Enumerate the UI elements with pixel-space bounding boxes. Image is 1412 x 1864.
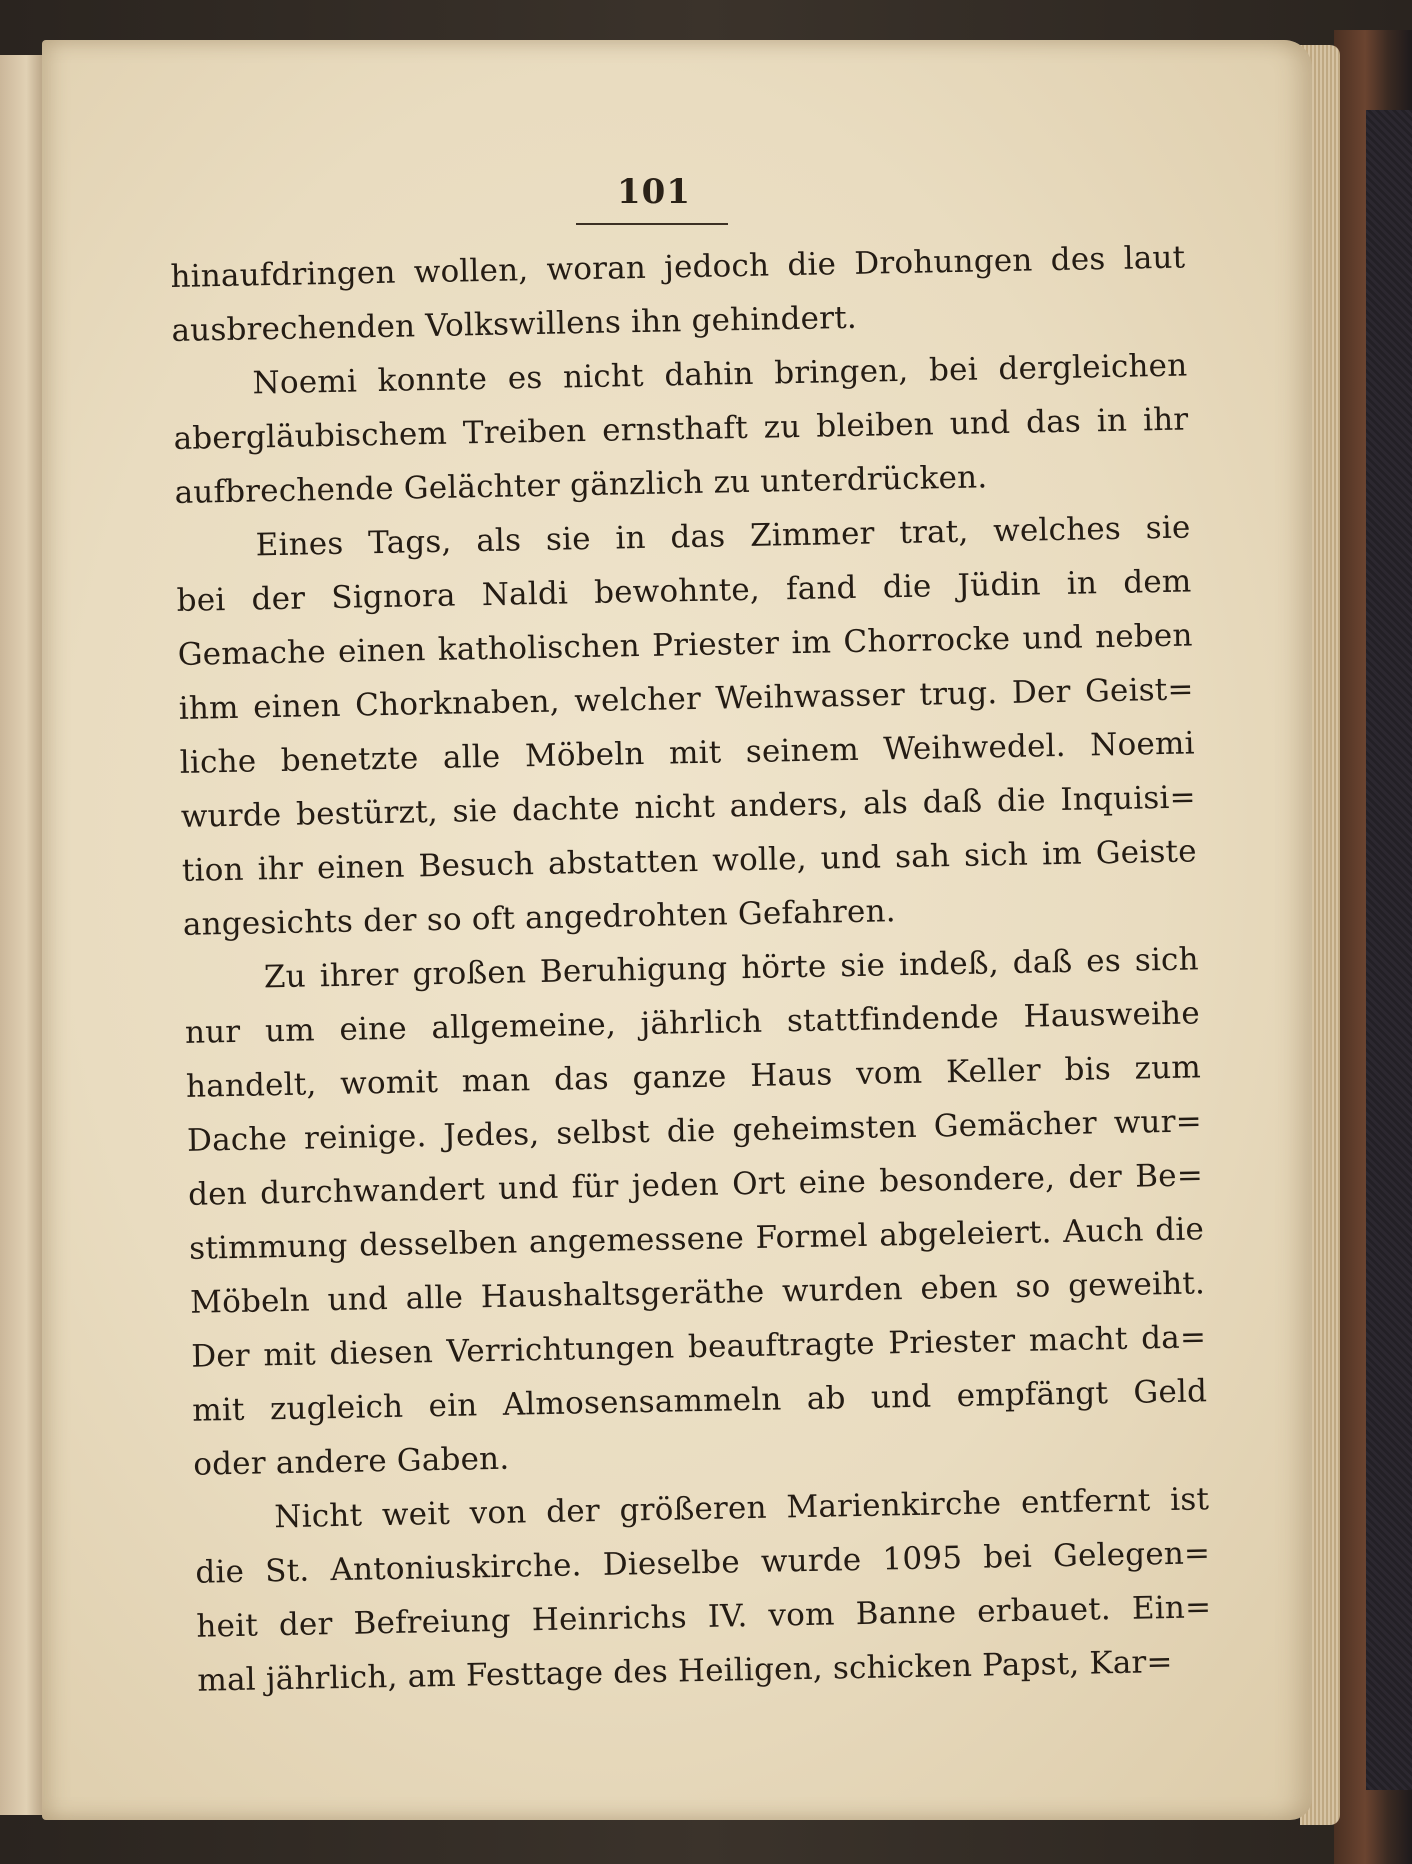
word: Formel: [755, 1217, 869, 1256]
word: dahin: [664, 355, 754, 394]
word: jedoch: [663, 247, 770, 286]
word: ernsthaft: [601, 409, 749, 449]
word: bei: [928, 351, 979, 389]
word: und: [820, 839, 882, 877]
word: Zu: [263, 958, 307, 996]
word: der: [1068, 1158, 1123, 1196]
word: reinige.: [303, 1118, 427, 1157]
word: der: [278, 1606, 333, 1644]
word: welches: [992, 510, 1122, 550]
word: Geld: [1133, 1373, 1208, 1411]
word: jährlich: [640, 1003, 763, 1043]
word: fand: [785, 569, 857, 608]
word: sie: [1145, 509, 1191, 547]
word: eine: [798, 1163, 867, 1202]
word: handelt,: [185, 1066, 317, 1105]
word: stattfindende: [786, 999, 1000, 1040]
word: bringen,: [773, 352, 909, 392]
word: bei: [176, 582, 226, 619]
word: empfängt: [956, 1375, 1109, 1415]
word: mit: [263, 1336, 317, 1374]
word: einen: [252, 687, 342, 726]
word: Der: [190, 1337, 251, 1375]
word: seinem: [745, 731, 860, 771]
word: alle: [405, 1279, 464, 1317]
word: anders,: [729, 786, 849, 825]
word: für: [571, 1168, 619, 1206]
word: Priester: [651, 625, 780, 664]
word: 1095: [882, 1540, 963, 1578]
word: Be=: [1134, 1157, 1204, 1195]
word: ab: [806, 1380, 846, 1417]
word: wurden: [781, 1271, 904, 1310]
word: abstatten: [547, 842, 699, 882]
word: bei: [982, 1538, 1033, 1576]
word: jeden: [631, 1166, 720, 1205]
word: dachte: [511, 790, 621, 829]
word: Banne: [855, 1594, 957, 1633]
text-line: oder andere Gaben.: [192, 1440, 510, 1483]
word: welcher: [573, 680, 702, 720]
word: und: [870, 1378, 932, 1416]
word: Auch: [1062, 1212, 1145, 1251]
word: bestürzt,: [295, 793, 439, 833]
word: bleiben: [815, 406, 935, 445]
word: Keller: [945, 1052, 1042, 1091]
word: allgemeine,: [431, 1006, 617, 1047]
word: entfernt: [1020, 1482, 1151, 1521]
word: sie: [452, 792, 498, 830]
word: Noemi: [252, 363, 358, 402]
word: die: [195, 1553, 245, 1591]
book-page: [42, 40, 1312, 1820]
text-line: aufbrechende Gelächter gänzlich zu unterdrücken.: [174, 459, 988, 511]
paragraph: [183, 932, 1208, 1491]
word: im: [1041, 835, 1083, 873]
word: Inquisi=: [1060, 779, 1197, 819]
word: Zimmer: [749, 515, 875, 554]
word: zum: [1134, 1049, 1202, 1087]
word: besondere,: [878, 1160, 1056, 1200]
word: IV.: [707, 1598, 748, 1635]
text-line: mal jährlich, am Festtage des Heiligen, schicken Papst, Kar=: [197, 1644, 1173, 1699]
word: Gemächer: [933, 1105, 1098, 1145]
word: Almosensammeln: [502, 1381, 782, 1423]
word: von: [469, 1494, 527, 1532]
word: sah: [894, 838, 951, 876]
word: und: [327, 1281, 389, 1319]
word: großen: [412, 954, 527, 993]
word: im: [791, 624, 832, 662]
word: Dieselbe: [602, 1544, 741, 1583]
word: zu: [763, 408, 801, 446]
word: liche: [179, 743, 257, 781]
word: nicht: [634, 788, 716, 827]
word: die: [996, 782, 1047, 820]
word: der: [545, 1492, 601, 1531]
word: ihr: [257, 850, 304, 888]
word: benetzte: [280, 740, 419, 779]
word: so: [1015, 1268, 1051, 1305]
word: als: [862, 784, 909, 822]
word: Priester: [887, 1322, 1016, 1362]
word: durchwandert: [259, 1171, 486, 1212]
word: laut: [1123, 239, 1186, 277]
word: einen: [316, 848, 405, 887]
word: tion: [181, 851, 245, 889]
word: alle: [442, 738, 501, 776]
word: Chorknaben,: [354, 683, 561, 724]
word: ganze: [632, 1058, 727, 1097]
word: die: [666, 1112, 716, 1150]
word: Haushaltsgeräthe: [480, 1273, 765, 1316]
word: ihm: [178, 689, 240, 727]
word: man: [461, 1062, 531, 1100]
paragraph: [170, 231, 1187, 358]
word: beauftragte: [687, 1325, 876, 1366]
word: Möbeln: [524, 735, 645, 775]
word: Jedes,: [443, 1116, 540, 1154]
word: Hausweihe: [1023, 995, 1201, 1035]
word: Verrichtungen: [446, 1329, 675, 1370]
word: Jüdin: [957, 566, 1042, 604]
word: Treiben: [462, 413, 587, 452]
word: Weihwasser: [715, 676, 906, 717]
word: geheimsten: [732, 1108, 918, 1149]
book-cover-right: [1334, 30, 1412, 1864]
word: bewohnte,: [593, 571, 761, 611]
word: hinaufdringen: [170, 254, 396, 295]
word: sich: [963, 836, 1029, 874]
previous-page-edge: [0, 55, 46, 1815]
word: woran: [546, 249, 647, 288]
word: daß: [922, 783, 983, 821]
word: Der: [1011, 673, 1071, 711]
word: Gelegen=: [1052, 1535, 1211, 1575]
word: stimmung: [188, 1227, 348, 1267]
word: Befreiung: [353, 1602, 512, 1642]
word: indeß,: [898, 945, 1000, 984]
word: geweiht.: [1067, 1265, 1206, 1304]
word: Eines: [255, 525, 344, 564]
word: konnte: [377, 360, 488, 400]
word: womit: [339, 1064, 439, 1102]
word: Marienkirche: [786, 1485, 1002, 1526]
word: dergleichen: [998, 347, 1188, 388]
word: und: [1022, 619, 1084, 657]
word: den: [187, 1175, 248, 1213]
word: Drohungen: [853, 242, 1033, 282]
word: als: [475, 522, 522, 560]
word: sie: [839, 947, 886, 985]
word: eine: [339, 1010, 408, 1048]
word: des: [1050, 241, 1106, 279]
word: und: [949, 404, 1011, 443]
word: Antoniuskirche.: [330, 1547, 583, 1589]
word: St.: [264, 1552, 310, 1590]
word: diesen: [329, 1334, 434, 1373]
header-rule: [576, 223, 728, 225]
word: erbauet.: [976, 1591, 1112, 1630]
word: Möbeln: [189, 1282, 311, 1321]
word: katholischen: [437, 628, 641, 668]
word: Geiste: [1095, 833, 1198, 872]
word: Geist=: [1084, 671, 1194, 710]
word: wurde: [180, 796, 282, 835]
word: Signora: [330, 577, 456, 616]
page-number: 101: [617, 172, 691, 212]
word: Nicht: [274, 1497, 363, 1536]
word: daß: [1012, 943, 1073, 981]
paragraph: [172, 338, 1190, 519]
word: Naldi: [481, 575, 569, 614]
word: in: [615, 519, 647, 557]
word: Ort: [731, 1165, 786, 1203]
word: größeren: [619, 1489, 768, 1529]
word: um: [264, 1012, 316, 1050]
paragraph: [175, 500, 1198, 951]
word: sich: [1134, 941, 1200, 979]
word: sie: [545, 520, 592, 558]
word: das: [1025, 403, 1082, 441]
word: Noemi: [1089, 725, 1195, 764]
word: Chorrocke: [843, 620, 1011, 661]
word: Besuch: [418, 846, 535, 885]
word: die: [787, 246, 837, 284]
word: eben: [920, 1269, 999, 1307]
word: macht: [1028, 1320, 1128, 1359]
word: die: [882, 568, 932, 606]
word: da=: [1140, 1319, 1207, 1357]
word: wolle,: [711, 840, 808, 879]
word: abergläubischem: [173, 415, 448, 457]
word: der: [251, 580, 306, 618]
word: mit: [191, 1391, 245, 1429]
word: Heinrichs: [531, 1599, 688, 1639]
word: wur=: [1113, 1103, 1203, 1142]
word: Weihwedel.: [883, 727, 1067, 768]
word: es: [1085, 942, 1122, 980]
word: die: [1154, 1211, 1205, 1249]
word: nur: [184, 1013, 241, 1051]
word: und: [497, 1169, 559, 1207]
word: Beruhigung: [539, 950, 728, 991]
body-text: [170, 231, 1213, 1708]
word: das: [553, 1060, 610, 1098]
word: neben: [1094, 617, 1193, 656]
word: angemessene: [528, 1220, 745, 1261]
word: Dache: [186, 1120, 288, 1159]
word: in: [1096, 402, 1128, 440]
word: Haus: [749, 1056, 833, 1095]
word: selbst: [555, 1113, 651, 1152]
word: weit: [381, 1495, 451, 1534]
word: dem: [1122, 563, 1192, 601]
paragraph: [194, 1472, 1213, 1707]
text-line: ausbrechenden Volkswillens ihn gehindert.: [171, 299, 858, 349]
text-line: angesichts der so oft angedrohten Gefahren.: [182, 893, 897, 943]
word: nicht: [562, 357, 645, 396]
word: abgeleiert.: [878, 1214, 1052, 1254]
word: wurde: [760, 1541, 862, 1580]
word: mit: [668, 734, 722, 772]
word: vom: [855, 1054, 923, 1092]
word: das: [670, 518, 726, 556]
word: ihrer: [319, 956, 399, 995]
word: Tags,: [367, 523, 452, 562]
word: heit: [196, 1607, 259, 1645]
word: Ein=: [1131, 1589, 1212, 1627]
word: ihr: [1142, 401, 1189, 439]
cover-cloth: [1366, 110, 1412, 1790]
word: einen: [337, 632, 426, 670]
word: in: [1066, 565, 1098, 602]
word: Gemache: [177, 634, 327, 673]
word: ist: [1169, 1481, 1210, 1519]
word: desselben: [358, 1224, 518, 1264]
word: bis: [1064, 1051, 1112, 1088]
word: trat,: [899, 513, 969, 552]
word: es: [507, 359, 543, 397]
word: ein: [428, 1387, 478, 1425]
word: wollen,: [413, 252, 529, 291]
word: trug.: [919, 675, 998, 713]
word: vom: [768, 1596, 835, 1634]
word: zugleich: [269, 1388, 404, 1428]
word: hörte: [740, 948, 827, 987]
